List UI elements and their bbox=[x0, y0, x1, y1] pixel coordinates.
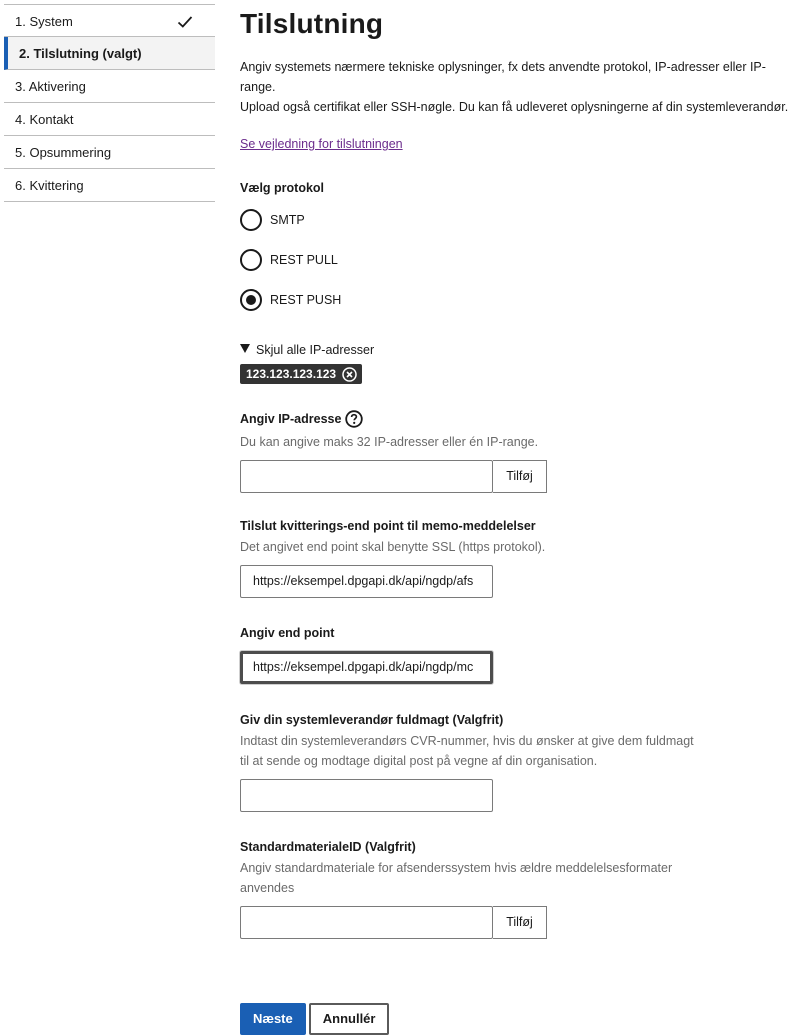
material-input-group bbox=[240, 906, 796, 939]
guide-link[interactable]: Se vejledning for tilslutningen bbox=[240, 137, 403, 151]
step-kvittering[interactable] bbox=[4, 169, 215, 202]
help-question-icon[interactable] bbox=[345, 410, 363, 428]
remove-chip-icon[interactable] bbox=[342, 367, 357, 382]
step-system[interactable] bbox=[4, 4, 215, 37]
material-id-input[interactable] bbox=[240, 906, 493, 939]
radio-smtp[interactable] bbox=[240, 207, 796, 233]
ip-list-toggle[interactable] bbox=[240, 343, 796, 357]
ip-toggle-label: Skjul alle IP-adresser bbox=[256, 343, 375, 357]
proxy-help-line-1: Indtast din systemleverandørs CVR-nummer, hvis du ønsker at give dem fuldmagt bbox=[240, 734, 694, 748]
step-label: 3. Aktivering bbox=[15, 79, 86, 94]
material-help-line-1: Angiv standardmateriale for afsenderssystem hvis ældre meddelelsesformater bbox=[240, 861, 673, 875]
material-label: StandardmaterialeID (Valgfrit) bbox=[240, 840, 416, 854]
receipt-endpoint-group bbox=[240, 565, 796, 598]
ip-chip-value: 123.123.123.123 bbox=[246, 367, 337, 381]
receipt-endpoint-help: Det angivet end point skal benytte SSL (https protokol). bbox=[240, 540, 546, 554]
form-actions bbox=[240, 1003, 796, 1035]
step-kontakt[interactable] bbox=[4, 103, 215, 136]
proxy-group bbox=[240, 779, 796, 812]
material-help bbox=[240, 858, 796, 898]
ip-address-input[interactable] bbox=[240, 460, 493, 493]
endpoint-group bbox=[240, 651, 796, 684]
ip-field-help: Du kan angive maks 32 IP-adresser eller én IP-range. bbox=[240, 435, 539, 449]
add-ip-button[interactable]: Tilføj bbox=[493, 460, 547, 493]
proxy-help-line-2: til at sende og modtage digital post på vegne af din organisation. bbox=[240, 754, 598, 768]
step-label: 2. Tilslutning (valgt) bbox=[19, 46, 142, 61]
radio-label: REST PUSH bbox=[270, 293, 342, 307]
proxy-help bbox=[240, 731, 796, 771]
material-help-line-2: anvendes bbox=[240, 881, 295, 895]
ip-field-label: Angiv IP-adresse bbox=[240, 412, 342, 426]
step-label: 5. Opsummering bbox=[15, 145, 112, 160]
protocol-label: Vælg protokol bbox=[240, 181, 325, 195]
step-label: 4. Kontakt bbox=[15, 112, 74, 127]
receipt-endpoint-label: Tilslut kvitterings-end point til memo-meddelelser bbox=[240, 519, 536, 533]
radio-circle-selected[interactable] bbox=[240, 289, 262, 311]
ip-field-label-row bbox=[240, 410, 796, 428]
checkmark-icon bbox=[177, 5, 193, 38]
proxy-label: Giv din systemleverandør fuldmagt (Valgfrit) bbox=[240, 713, 504, 727]
intro-line-1: Angiv systemets nærmere tekniske oplysninger, fx dets anvendte protokol, IP-adresser eller IP-range. bbox=[240, 60, 766, 94]
ip-chip bbox=[240, 364, 362, 384]
ip-chip-list bbox=[240, 357, 796, 384]
triangle-down-icon bbox=[240, 344, 250, 356]
intro-text bbox=[240, 57, 796, 117]
radio-label: SMTP bbox=[270, 213, 305, 227]
endpoint-input[interactable]: https://eksempel.dpgapi.dk/api/ngdp/mc bbox=[240, 651, 493, 684]
step-label: 1. System bbox=[15, 14, 73, 29]
intro-line-2: Upload også certifikat eller SSH-nøgle. Du kan få udleveret oplysningerne af din systemleverandør. bbox=[240, 100, 789, 114]
page-title: Tilslutning bbox=[240, 8, 384, 39]
proxy-cvr-input[interactable] bbox=[240, 779, 493, 812]
radio-circle[interactable] bbox=[240, 249, 262, 271]
radio-circle[interactable] bbox=[240, 209, 262, 231]
next-button[interactable]: Næste bbox=[240, 1003, 306, 1035]
step-tilslutning[interactable] bbox=[4, 37, 215, 70]
endpoint-label: Angiv end point bbox=[240, 626, 335, 640]
cancel-button[interactable]: Annullér bbox=[309, 1003, 390, 1035]
step-opsummering[interactable] bbox=[4, 136, 215, 169]
main-content bbox=[240, 0, 796, 1035]
ip-input-group bbox=[240, 460, 796, 493]
step-navigation bbox=[4, 4, 215, 202]
radio-rest-pull[interactable] bbox=[240, 247, 796, 273]
step-aktivering[interactable] bbox=[4, 70, 215, 103]
protocol-radio-group bbox=[240, 207, 796, 313]
add-material-button[interactable]: Tilføj bbox=[493, 906, 547, 939]
radio-rest-push[interactable] bbox=[240, 287, 796, 313]
step-label: 6. Kvittering bbox=[15, 178, 84, 193]
receipt-endpoint-input[interactable]: https://eksempel.dpgapi.dk/api/ngdp/afs bbox=[240, 565, 493, 598]
radio-label: REST PULL bbox=[270, 253, 338, 267]
